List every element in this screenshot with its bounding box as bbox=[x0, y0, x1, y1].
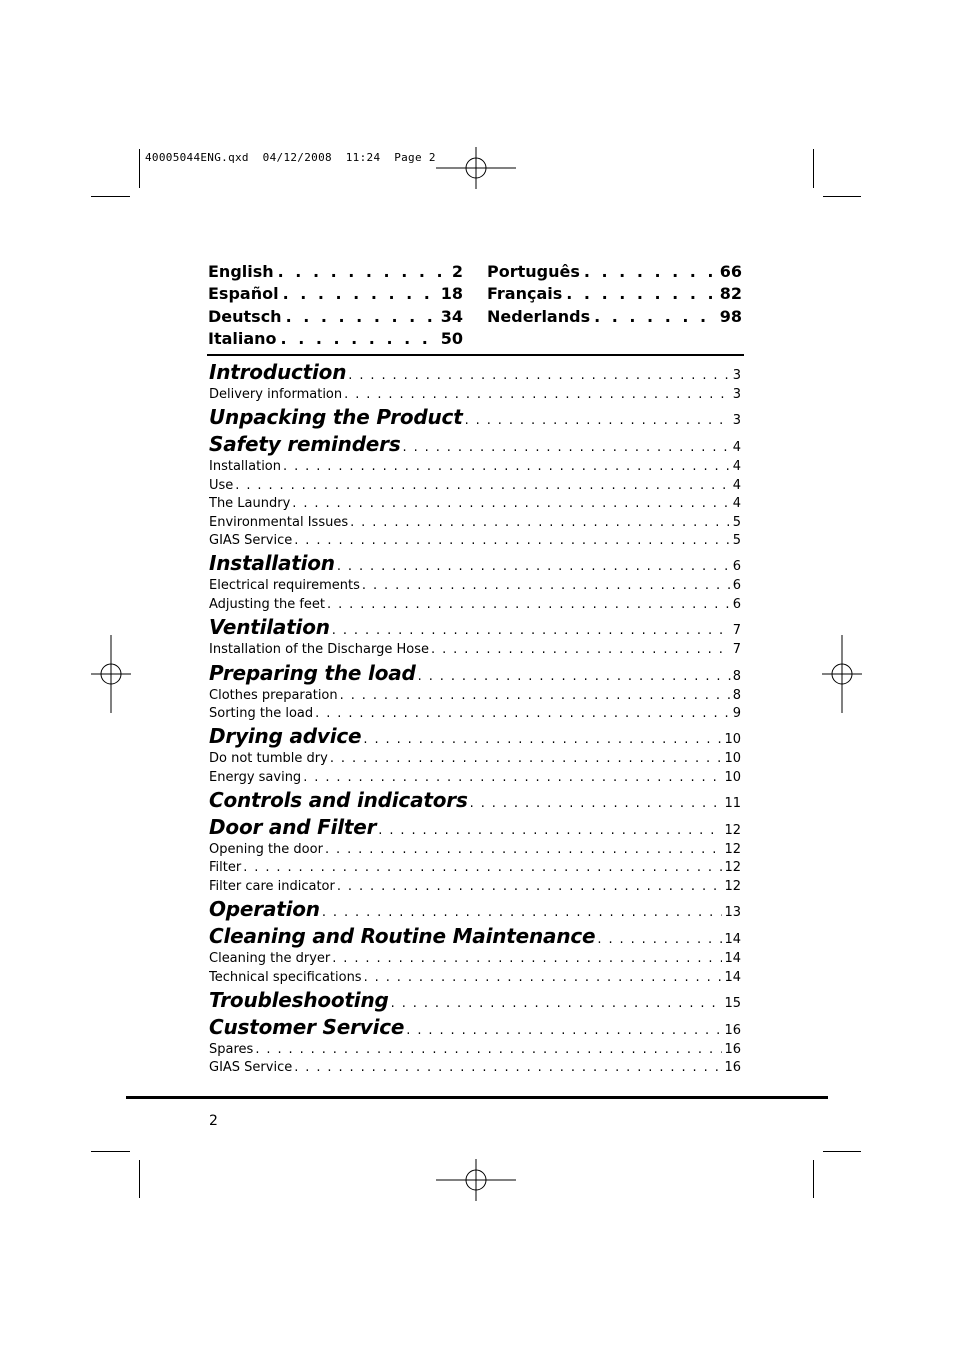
crop-mark-top-left-vertical bbox=[139, 149, 140, 188]
leader-dots bbox=[243, 860, 722, 875]
leader-dots bbox=[364, 970, 723, 985]
leader-dots bbox=[235, 478, 730, 493]
subentry-page: 10 bbox=[724, 751, 741, 767]
registration-mark-top-icon bbox=[436, 147, 516, 189]
leader-dots bbox=[281, 329, 437, 348]
leader-dots bbox=[344, 387, 731, 402]
section-page: 14 bbox=[724, 932, 741, 948]
toc-section-heading bbox=[209, 815, 741, 842]
leader-dots bbox=[283, 459, 731, 474]
toc-subentry bbox=[209, 478, 741, 496]
toc-section-heading bbox=[209, 615, 741, 642]
toc-subentry bbox=[209, 770, 741, 788]
toc-section-heading bbox=[209, 924, 741, 951]
leader-dots bbox=[378, 823, 722, 838]
language-entry bbox=[208, 262, 463, 284]
toc-subentry bbox=[209, 860, 741, 878]
subentry-page: 14 bbox=[724, 969, 741, 985]
subentry-title: Delivery information bbox=[209, 387, 343, 402]
leader-dots bbox=[418, 669, 731, 684]
toc-subentry bbox=[209, 515, 741, 533]
section-title: Cleaning and Routine Maintenance bbox=[209, 924, 596, 949]
subentry-title: Filter bbox=[209, 860, 242, 876]
leader-dots bbox=[278, 262, 448, 281]
subentry-page: 16 bbox=[724, 1042, 741, 1058]
subentry-page: 12 bbox=[724, 878, 741, 894]
language-name: Español bbox=[208, 284, 279, 304]
section-title: Customer Service bbox=[209, 1015, 405, 1040]
toc-section-heading bbox=[209, 551, 741, 578]
leader-dots bbox=[431, 642, 731, 657]
subentry-page: 4 bbox=[732, 496, 741, 512]
subentry-page: 16 bbox=[724, 1060, 741, 1076]
subentry-page: 5 bbox=[732, 532, 741, 548]
subentry-title: GIAS Service bbox=[209, 1060, 293, 1076]
section-page: 3 bbox=[732, 413, 741, 429]
toc-subentry bbox=[209, 578, 741, 596]
section-page: 15 bbox=[724, 996, 741, 1012]
subentry-title: Use bbox=[209, 477, 234, 493]
page-number: 2 bbox=[209, 1113, 218, 1129]
language-entry bbox=[208, 284, 463, 306]
subentry-title: Adjusting the feet bbox=[209, 596, 326, 612]
crop-mark-bottom-right-vertical bbox=[813, 1160, 814, 1198]
leader-dots bbox=[325, 842, 723, 857]
section-title: Drying advice bbox=[209, 724, 362, 749]
language-name: Deutsch bbox=[208, 306, 282, 326]
leader-dots bbox=[286, 307, 437, 326]
language-index-divider bbox=[207, 354, 744, 356]
subentry-title: The Laundry bbox=[209, 496, 291, 512]
subentry-title: Cleaning the dryer bbox=[209, 951, 331, 967]
language-name: Português bbox=[487, 262, 580, 281]
leader-dots bbox=[348, 368, 730, 383]
section-title: Unpacking the Product bbox=[209, 405, 463, 430]
language-name: Italiano bbox=[208, 328, 277, 348]
leader-dots bbox=[584, 262, 716, 281]
leader-dots bbox=[597, 932, 722, 947]
section-title: Introduction bbox=[209, 360, 347, 384]
language-page: 34 bbox=[440, 306, 463, 326]
leader-dots bbox=[315, 706, 731, 721]
toc-subentry bbox=[209, 459, 741, 477]
toc-subentry bbox=[209, 496, 741, 514]
crop-mark-top-left-horizontal bbox=[91, 196, 130, 197]
section-title: Controls and indicators bbox=[209, 788, 468, 813]
leader-dots bbox=[330, 751, 723, 766]
subentry-title: Environmental Issues bbox=[209, 514, 349, 530]
subentry-page: 7 bbox=[732, 642, 741, 658]
leader-dots bbox=[403, 440, 731, 455]
subentry-title: Technical specifications bbox=[209, 969, 362, 985]
language-name: English bbox=[208, 262, 274, 281]
section-title: Preparing the load bbox=[209, 660, 416, 685]
subentry-title: Clothes preparation bbox=[209, 687, 338, 703]
subentry-page: 6 bbox=[732, 596, 741, 612]
subentry-title: Opening the door bbox=[209, 842, 323, 858]
section-title: Ventilation bbox=[209, 615, 330, 640]
toc-section-heading bbox=[209, 724, 741, 751]
leader-dots bbox=[294, 533, 730, 548]
subentry-title: Electrical requirements bbox=[209, 578, 360, 594]
subentry-page: 10 bbox=[724, 769, 741, 785]
section-title: Safety reminders bbox=[209, 432, 401, 457]
subentry-title: Installation of the Discharge Hose bbox=[209, 642, 430, 658]
leader-dots bbox=[363, 732, 722, 747]
section-page: 6 bbox=[732, 559, 741, 575]
crop-mark-top-right-horizontal bbox=[823, 196, 861, 197]
registration-mark-right-icon bbox=[822, 635, 862, 713]
subentry-title: Spares bbox=[209, 1042, 254, 1058]
toc-subentry bbox=[209, 597, 741, 615]
language-page: 82 bbox=[719, 284, 742, 304]
crop-mark-bottom-left-vertical bbox=[139, 1160, 140, 1198]
leader-dots bbox=[292, 496, 730, 511]
section-page: 11 bbox=[724, 796, 741, 812]
toc-section-heading bbox=[209, 897, 741, 924]
leader-dots bbox=[332, 951, 722, 966]
leader-dots bbox=[337, 879, 723, 894]
language-page: 98 bbox=[719, 306, 742, 326]
language-entry bbox=[208, 329, 463, 351]
section-page: 4 bbox=[732, 440, 741, 456]
toc-section-heading bbox=[209, 988, 741, 1015]
toc-section-heading bbox=[209, 432, 741, 459]
language-name: Nederlands bbox=[487, 306, 591, 326]
language-entry bbox=[208, 307, 463, 329]
section-page: 3 bbox=[732, 368, 741, 383]
toc-section-heading bbox=[209, 1015, 741, 1042]
subentry-page: 9 bbox=[732, 705, 741, 721]
toc-subentry bbox=[209, 387, 741, 405]
toc-subentry bbox=[209, 951, 741, 969]
section-page: 10 bbox=[724, 732, 741, 748]
toc-subentry bbox=[209, 1042, 741, 1060]
subentry-page: 3 bbox=[732, 387, 741, 402]
language-page: 18 bbox=[440, 284, 463, 304]
printer-slug: 40005044ENG.qxd 04/12/2008 11:24 Page 2 bbox=[145, 151, 436, 164]
toc-section-heading bbox=[209, 405, 741, 432]
subentry-page: 6 bbox=[732, 578, 741, 594]
leader-dots bbox=[337, 559, 731, 574]
language-index-right bbox=[487, 262, 742, 329]
leader-dots bbox=[362, 578, 731, 593]
section-page: 16 bbox=[724, 1023, 741, 1039]
footer-rule bbox=[126, 1096, 828, 1099]
section-page: 13 bbox=[724, 905, 741, 921]
leader-dots bbox=[283, 284, 437, 303]
subentry-title: Energy saving bbox=[209, 769, 302, 785]
subentry-title: Sorting the load bbox=[209, 705, 314, 721]
section-page: 12 bbox=[724, 823, 741, 839]
subentry-page: 8 bbox=[732, 687, 741, 703]
subentry-page: 12 bbox=[724, 842, 741, 858]
leader-dots bbox=[327, 597, 731, 612]
language-index-left bbox=[208, 262, 463, 351]
toc-subentry bbox=[209, 533, 741, 551]
toc-subentry bbox=[209, 706, 741, 724]
toc-subentry bbox=[209, 879, 741, 897]
section-page: 7 bbox=[732, 623, 741, 639]
subentry-title: GIAS Service bbox=[209, 532, 293, 548]
language-page: 2 bbox=[451, 262, 463, 281]
leader-dots bbox=[255, 1042, 722, 1057]
subentry-page: 4 bbox=[732, 477, 741, 493]
section-title: Installation bbox=[209, 551, 335, 576]
crop-mark-bottom-left-horizontal bbox=[91, 1151, 130, 1152]
registration-mark-bottom-icon bbox=[436, 1159, 516, 1201]
subentry-title: Installation bbox=[209, 459, 282, 475]
registration-mark-left-icon bbox=[91, 635, 131, 713]
subentry-page: 12 bbox=[724, 860, 741, 876]
language-entry bbox=[487, 262, 742, 284]
toc-section-heading bbox=[209, 360, 741, 387]
crop-mark-top-right-vertical bbox=[813, 149, 814, 188]
crop-mark-bottom-right-horizontal bbox=[823, 1151, 861, 1152]
table-of-contents bbox=[209, 360, 741, 1079]
language-entry bbox=[487, 307, 742, 329]
subentry-title: Do not tumble dry bbox=[209, 751, 328, 767]
leader-dots bbox=[322, 905, 723, 920]
language-entry bbox=[487, 284, 742, 306]
section-title: Door and Filter bbox=[209, 815, 377, 840]
leader-dots bbox=[303, 770, 722, 785]
toc-subentry bbox=[209, 751, 741, 769]
leader-dots bbox=[470, 796, 723, 811]
toc-subentry bbox=[209, 1060, 741, 1078]
section-page: 8 bbox=[732, 668, 741, 684]
subentry-title: Filter care indicator bbox=[209, 878, 335, 894]
leader-dots bbox=[594, 307, 716, 326]
toc-section-heading bbox=[209, 788, 741, 815]
language-page: 66 bbox=[719, 262, 742, 281]
subentry-page: 5 bbox=[732, 514, 741, 530]
leader-dots bbox=[294, 1060, 722, 1075]
toc-section-heading bbox=[209, 661, 741, 688]
toc-subentry bbox=[209, 642, 741, 660]
section-title: Troubleshooting bbox=[209, 988, 389, 1013]
leader-dots bbox=[406, 1023, 722, 1038]
leader-dots bbox=[350, 515, 731, 530]
leader-dots bbox=[332, 623, 731, 638]
subentry-page: 14 bbox=[724, 951, 741, 967]
leader-dots bbox=[465, 413, 731, 428]
leader-dots bbox=[391, 996, 723, 1011]
subentry-page: 4 bbox=[732, 459, 741, 475]
leader-dots bbox=[566, 284, 715, 303]
leader-dots bbox=[340, 688, 731, 703]
toc-subentry bbox=[209, 688, 741, 706]
toc-subentry bbox=[209, 842, 741, 860]
toc-subentry bbox=[209, 970, 741, 988]
language-page: 50 bbox=[440, 328, 463, 348]
section-title: Operation bbox=[209, 897, 320, 922]
language-name: Français bbox=[487, 284, 563, 304]
